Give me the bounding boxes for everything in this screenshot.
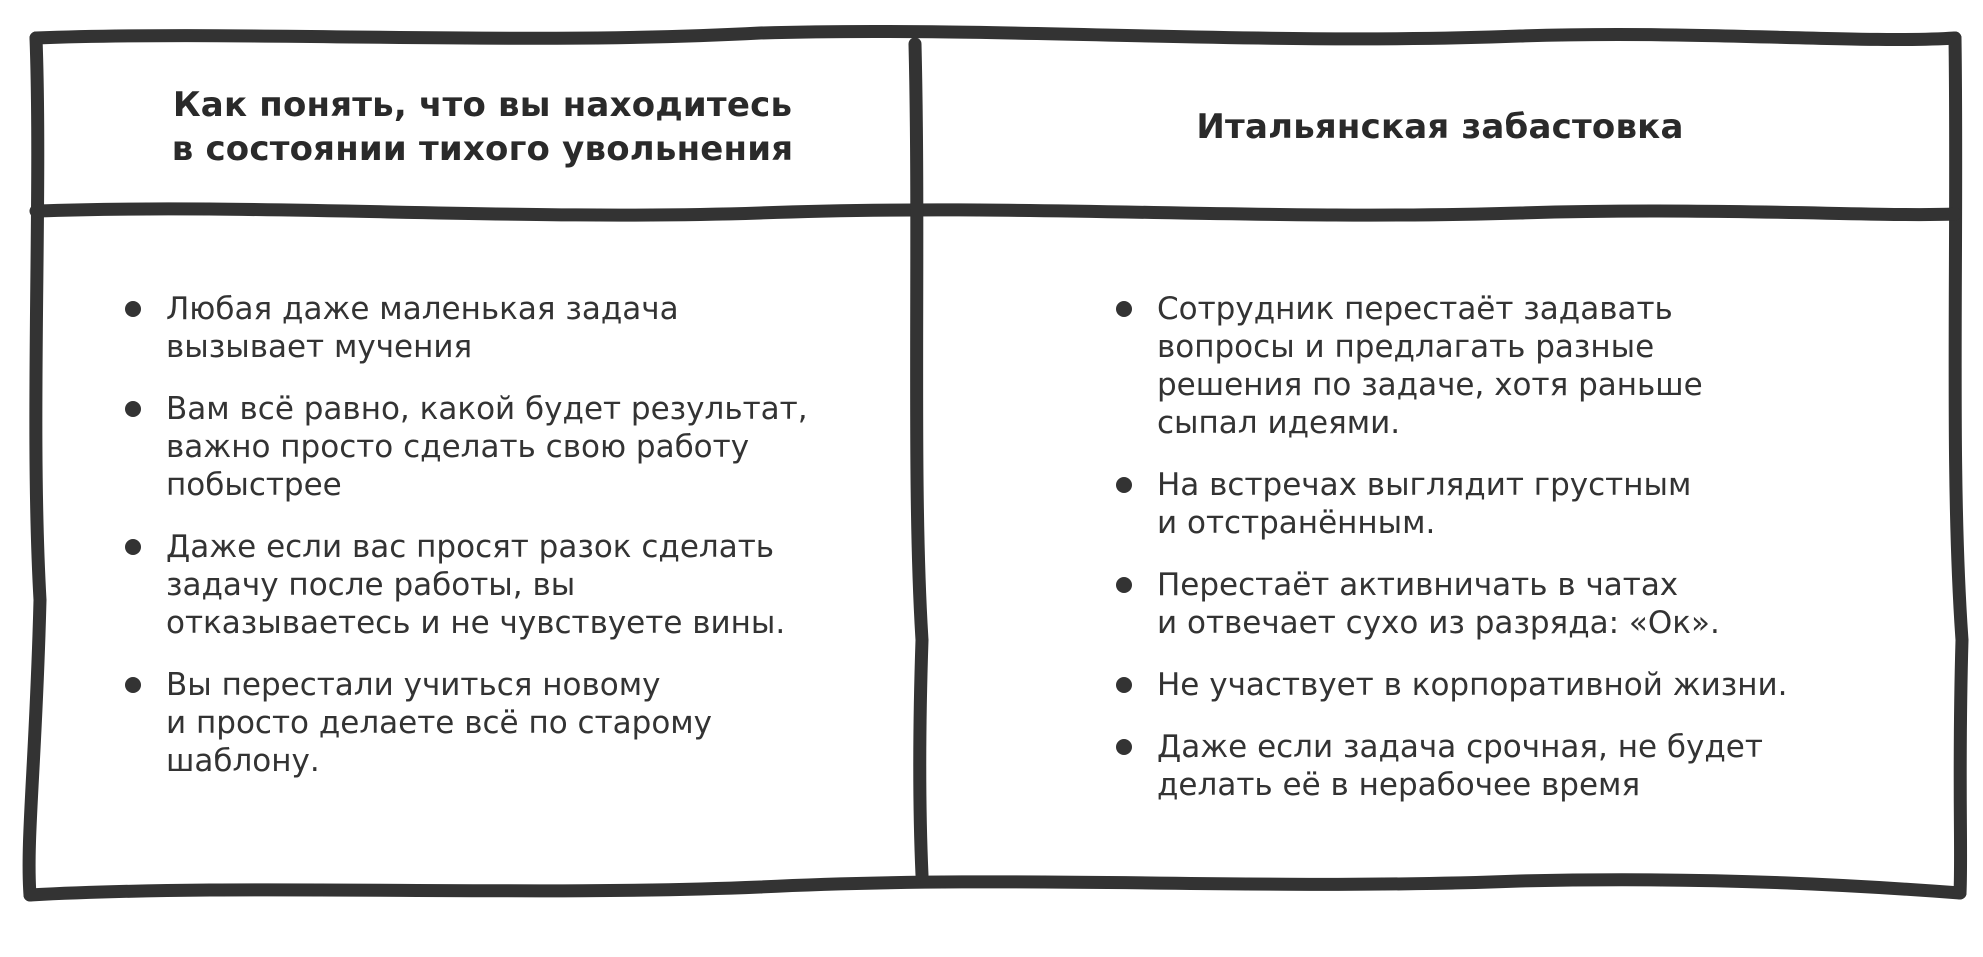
left-title-line: в состоянии тихого увольнения	[171, 129, 794, 169]
frame-header-divider	[36, 209, 1955, 215]
bullet-dot-icon	[1116, 577, 1132, 593]
right-list-item	[1116, 290, 1946, 442]
bullet-dot-icon	[1116, 477, 1132, 493]
item-text-line: вопросы и предлагать разные	[1157, 329, 1655, 365]
frame-top-border	[36, 31, 1955, 39]
bullet-dot-icon	[125, 401, 141, 417]
right-title-line: Итальянская забастовка	[1196, 107, 1684, 147]
right-column-body	[1116, 290, 1946, 828]
item-text-line: На встречах выглядит грустным	[1157, 467, 1692, 503]
item-text-line: и просто делаете всё по старому	[166, 705, 713, 741]
item-text-line: Любая даже маленькая задача	[166, 291, 679, 327]
item-text-line: Даже если задача срочная, не будет	[1157, 729, 1763, 765]
item-text-line: Не участвует в корпоративной жизни.	[1157, 667, 1788, 703]
frame-bottom-border	[30, 880, 1960, 895]
frame-column-divider	[915, 44, 922, 875]
item-text-line: и отстранённым.	[1157, 505, 1436, 541]
right-bullet-list	[1116, 290, 1946, 804]
item-text-line: задачу после работы, вы	[166, 567, 576, 603]
item-text-line: решения по задаче, хотя раньше	[1157, 367, 1703, 403]
item-text-line: Даже если вас просят разок сделать	[166, 529, 775, 565]
item-text-line: и отвечает сухо из разряда: «Ок».	[1157, 605, 1720, 641]
right-column-title	[935, 52, 1945, 202]
bullet-dot-icon	[1116, 677, 1132, 693]
left-title-line: Как понять, что вы находитесь	[172, 85, 793, 125]
item-text-line: Вам всё равно, какой будет результат,	[166, 391, 808, 427]
item-text-line: делать её в нерабочее время	[1157, 767, 1641, 803]
left-list-item	[125, 528, 895, 642]
left-list-item	[125, 290, 895, 366]
item-text-line: Перестаёт активничать в чатах	[1157, 567, 1679, 603]
bullet-dot-icon	[125, 539, 141, 555]
left-column-title	[60, 52, 905, 202]
item-text-line: важно просто сделать свою работу	[166, 429, 750, 465]
left-column-body	[125, 290, 895, 804]
bullet-dot-icon	[125, 677, 141, 693]
right-list-item	[1116, 728, 1946, 804]
frame-left-border	[29, 38, 40, 895]
bullet-dot-icon	[1116, 739, 1132, 755]
left-list-item	[125, 666, 895, 780]
frame-right-border	[1955, 38, 1962, 893]
left-list-item	[125, 390, 895, 504]
item-text-line: Сотрудник перестаёт задавать	[1157, 291, 1673, 327]
left-bullet-list	[125, 290, 895, 780]
item-text-line: шаблону.	[166, 743, 320, 779]
right-list-item	[1116, 566, 1946, 642]
right-list-item	[1116, 466, 1946, 542]
item-text-line: сыпал идеями.	[1157, 405, 1401, 441]
item-text-line: отказываетесь и не чувствуете вины.	[166, 605, 786, 641]
item-text-line: вызывает мучения	[166, 329, 473, 365]
item-text-line: побыстрее	[166, 467, 342, 503]
bullet-dot-icon	[1116, 301, 1132, 317]
right-list-item	[1116, 666, 1946, 704]
bullet-dot-icon	[125, 301, 141, 317]
item-text-line: Вы перестали учиться новому	[166, 667, 661, 703]
